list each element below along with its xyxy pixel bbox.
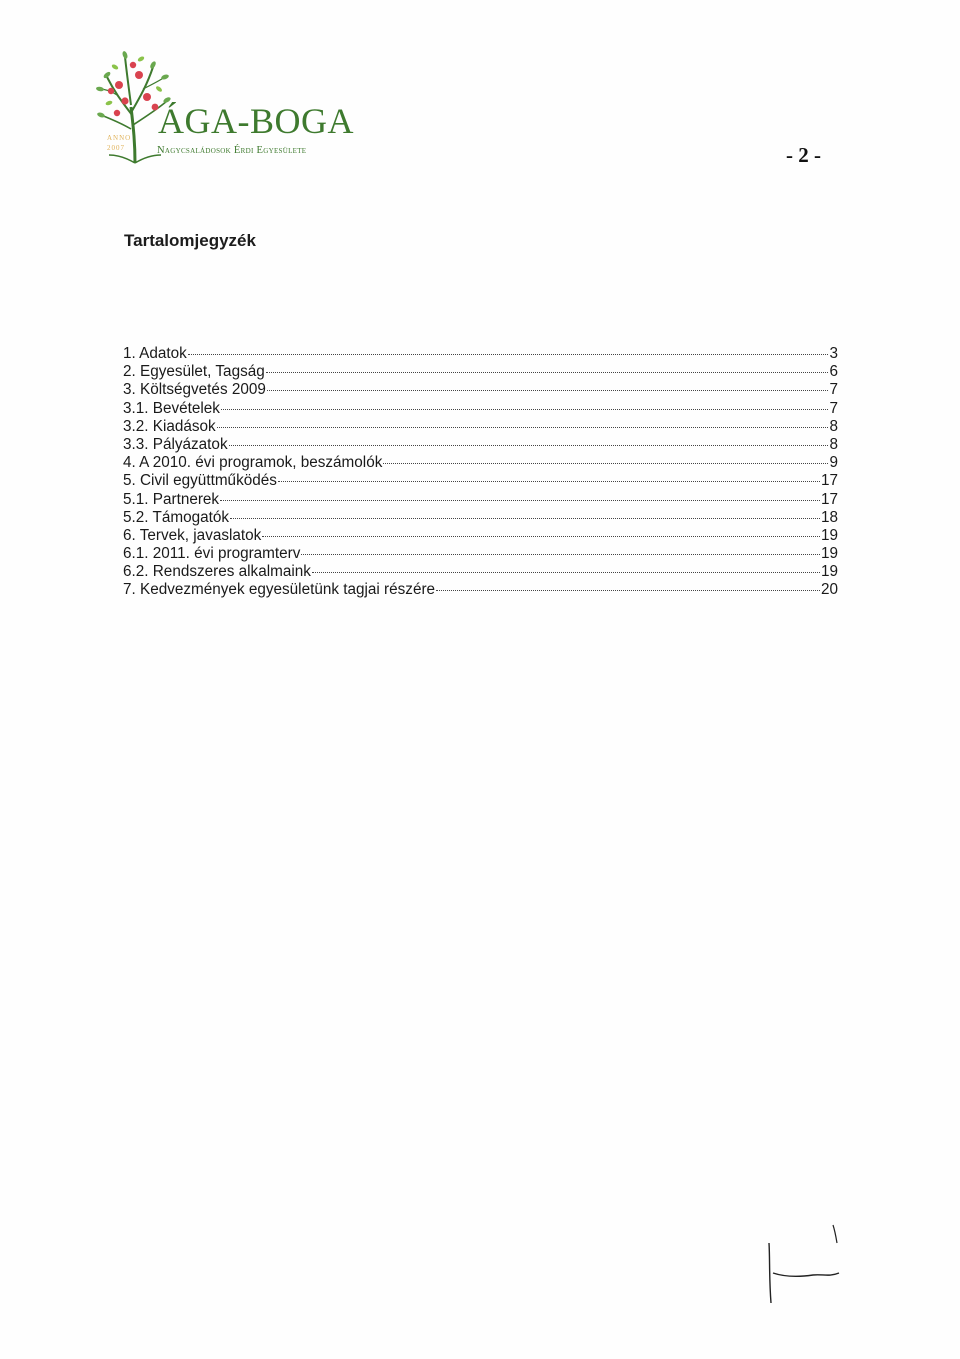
toc-entry-label: 4. A 2010. évi programok, beszámolók bbox=[123, 454, 383, 472]
toc-dot-leader bbox=[188, 354, 829, 355]
toc-entry-page: 7 bbox=[829, 399, 838, 417]
toc-entry bbox=[123, 418, 838, 436]
toc-entry-label: 3. Költségvetés 2009 bbox=[123, 381, 266, 399]
toc-dot-leader bbox=[312, 572, 820, 573]
toc-entry-page: 8 bbox=[829, 435, 838, 453]
toc-entry-label: 5.1. Partnerek bbox=[123, 490, 220, 508]
toc-heading: Tartalomjegyzék bbox=[124, 231, 256, 250]
toc-entry-page: 19 bbox=[820, 563, 838, 581]
logo-subtitle: Nagycsaládosok Érdi Egyesülete bbox=[157, 145, 307, 156]
toc-entry-label: 1. Adatok bbox=[123, 345, 187, 362]
toc-entry-label: 2. Egyesület, Tagság bbox=[123, 363, 265, 381]
toc-entry bbox=[123, 509, 838, 527]
toc-entry-label: 3.1. Bevételek bbox=[123, 399, 220, 417]
toc-dot-leader bbox=[278, 481, 820, 482]
toc-entry bbox=[123, 563, 838, 581]
toc-entry-page: 3 bbox=[829, 345, 838, 362]
toc-entry-label: 5. Civil együttműködés bbox=[123, 472, 277, 490]
toc-entry-label: 5.2. Támogatók bbox=[123, 508, 230, 526]
toc-entry bbox=[123, 454, 838, 472]
toc-entry-page: 17 bbox=[820, 472, 838, 490]
toc-entry bbox=[123, 581, 838, 599]
toc-entry bbox=[123, 545, 838, 563]
toc-entry bbox=[123, 436, 838, 454]
toc-entry-label: 7. Kedvezmények egyesületünk tagjai részére bbox=[123, 581, 436, 599]
toc-entry-label: 3.3. Pályázatok bbox=[123, 435, 228, 453]
toc-entry-page: 19 bbox=[820, 526, 838, 544]
logo-title: ÁGA-BOGA bbox=[158, 101, 354, 141]
toc-entry-page: 9 bbox=[829, 454, 838, 472]
toc-entry bbox=[123, 400, 838, 418]
toc-entry-page: 20 bbox=[820, 581, 838, 599]
toc-dot-leader bbox=[262, 536, 820, 537]
toc-dot-leader bbox=[383, 463, 828, 464]
toc-dot-leader bbox=[230, 518, 820, 519]
toc-dot-leader bbox=[266, 372, 829, 373]
toc-entry bbox=[123, 472, 838, 490]
toc-entry-label: 3.2. Kiadások bbox=[123, 417, 216, 435]
toc-dot-leader bbox=[436, 590, 820, 591]
toc-entry-page: 6 bbox=[829, 363, 838, 381]
toc-dot-leader bbox=[301, 554, 820, 555]
toc-entry-label: 6.1. 2011. évi programterv bbox=[123, 545, 301, 563]
toc-entry bbox=[123, 381, 838, 399]
toc-entry-page: 18 bbox=[820, 508, 838, 526]
toc-dot-leader bbox=[217, 427, 829, 428]
toc-dot-leader bbox=[221, 409, 829, 410]
toc-entry-page: 8 bbox=[829, 417, 838, 435]
toc-entry-page: 17 bbox=[820, 490, 838, 508]
handwritten-signature bbox=[755, 1215, 855, 1315]
toc-entry bbox=[123, 345, 838, 363]
organization-logo bbox=[95, 45, 365, 165]
toc-dot-leader bbox=[229, 445, 829, 446]
toc-entry-label: 6. Tervek, javaslatok bbox=[123, 526, 262, 544]
toc-entry-page: 19 bbox=[820, 545, 838, 563]
toc-entry bbox=[123, 527, 838, 545]
page-number: - 2 - bbox=[786, 143, 821, 167]
toc-dot-leader bbox=[267, 390, 829, 391]
toc-dot-leader bbox=[220, 500, 820, 501]
table-of-contents bbox=[123, 345, 838, 600]
toc-entry bbox=[123, 491, 838, 509]
logo-anno-text: ANNO 2007 bbox=[107, 134, 132, 152]
toc-entry-label: 6.2. Rendszeres alkalmaink bbox=[123, 563, 311, 581]
toc-entry bbox=[123, 363, 838, 381]
toc-entry-page: 7 bbox=[829, 381, 838, 399]
